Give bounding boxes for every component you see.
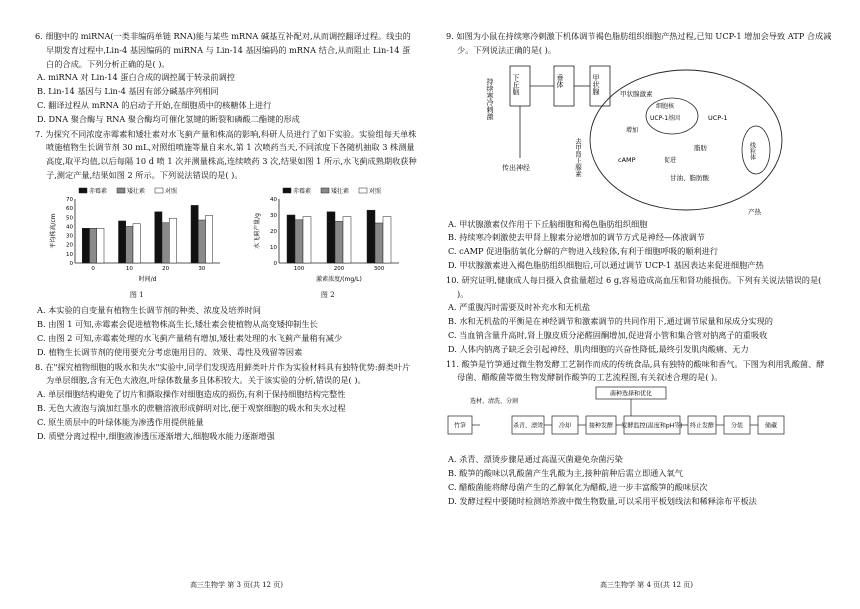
option-c: C. 醋酸菌能将酵母菌产生的乙醇氧化为醋酸,进一步丰富酸笋的酸味层次 xyxy=(448,481,708,492)
y-axis-label: 水飞蓟产量/g xyxy=(253,212,261,249)
y-tick-label: 20 xyxy=(269,228,277,235)
question-9 xyxy=(446,30,832,273)
question-stem: 6. 细胞中的 miRNA(一类非编码单链 RNA)能与某些 mRNA 碱基互补配对,从而调控翻译过程。线虫的早期发育过程中,Lin-4 基因编码的 miRNA 与 Lin-14 基因编码的 mRNA 结合,从而阻止 Lin-14 蛋白的合成。下列分析正确的是( )。 xyxy=(35,31,411,69)
option-c: C. 原生质层中的叶绿体能为渗透作用提供能量 xyxy=(37,416,204,427)
hypothalamus-label: 下丘脑 xyxy=(512,73,520,95)
x-axis-label: 激素浓度/(mg/L) xyxy=(315,275,362,283)
flow-note: 选材、清洗、分割 xyxy=(469,398,519,406)
cold-label: 持续寒冷刺激 xyxy=(486,77,494,120)
question-7 xyxy=(35,128,417,360)
heat-label: 产热 xyxy=(748,207,761,216)
bar xyxy=(375,223,383,263)
option-d: D. 人体内钠离子缺乏会引起神经、肌肉细胞的兴奋性降低,最终引发肌肉酸痛、无力 xyxy=(448,343,749,354)
y-tick-label: 60 xyxy=(66,205,74,212)
right-column xyxy=(446,30,832,509)
bar xyxy=(90,228,97,263)
bar xyxy=(83,228,90,263)
bar xyxy=(287,215,295,263)
ne-label: 去甲肾上腺素 xyxy=(574,137,582,177)
thyroid-label: 甲状腺 xyxy=(592,73,600,95)
legend-label: 赤霉素 xyxy=(292,187,311,195)
question-10 xyxy=(446,274,832,357)
camp-label: cAMP xyxy=(618,155,636,164)
bar xyxy=(383,216,391,262)
left-column xyxy=(35,30,417,444)
option-c: C. cAMP 促进脂肪氧化分解的产物进入线粒体,有利于细胞呼吸的顺利进行 xyxy=(448,246,719,257)
th-label: 甲状腺激素 xyxy=(620,89,653,98)
flow-step-label: 竹笋 xyxy=(453,422,467,430)
bar xyxy=(126,226,133,263)
question-stem: 11. 酸笋是竹笋通过微生物发酵工艺制作而成的传统食品,具有独特的酸味和香气。下图为利用乳酸菌、酵母菌、醋酸菌等微生物发酵制作酸笋的工艺流程图,有关叙述合理的是( )。 xyxy=(446,358,825,383)
y-tick-label: 40 xyxy=(66,224,74,231)
option-a: A. 严重腹泻时需要及时补充水和无机盐 xyxy=(448,302,591,313)
chart-figure-2 xyxy=(253,185,403,303)
y-tick-label: 10 xyxy=(269,244,277,251)
bar xyxy=(367,210,375,263)
flow-step-label: 分装 xyxy=(730,422,744,430)
option-a: A. 本实验的自变量有植物生长调节剂的种类、浓度及培养时间 xyxy=(37,305,261,316)
question-stem: 9. 如图为小鼠在持续寒冷刺激下机体调节褐色脂肪组织细胞产热过程,已知 UCP-1 增加会导致 ATP 合成减少。下列说法正确的是( )。 xyxy=(446,31,832,55)
option-a: A. 杀青、漂烫步骤是通过高温灭菌避免杂菌污染 xyxy=(448,454,623,465)
legend-label: 矮壮素 xyxy=(127,187,146,195)
increase-label: 增加 xyxy=(626,126,639,134)
mitochondrion xyxy=(742,126,770,174)
bar xyxy=(155,212,162,263)
y-axis-label: 平均株高/cm xyxy=(50,213,58,249)
legend-swatch xyxy=(155,188,163,193)
legend-swatch xyxy=(79,188,87,193)
lipid-label: 脂肪 xyxy=(694,143,707,152)
option-d: D. 植物生长调节剂的使用要充分考虑施用目的、效果、毒性及残留等因素 xyxy=(37,346,303,357)
x-tick-label: 200 xyxy=(333,265,344,272)
question-stem: 10. 研究证明,健康成人每日摄入食盐量超过 6 g,容易造成高血压和肾功能损伤。下列有关说法错误的是( )。 xyxy=(446,274,822,299)
x-axis-label: 时间/d xyxy=(138,275,157,283)
flow-step-label: 接种发酵 xyxy=(588,422,614,430)
glycerol-label: 甘油、脂肪酸 xyxy=(670,173,709,182)
bar xyxy=(343,216,351,262)
bar xyxy=(162,223,169,263)
gene-label: UCP-1基因 xyxy=(650,114,681,122)
mito-label: 线粒体 xyxy=(748,141,756,160)
bar-chart-1 xyxy=(49,185,224,283)
option-b: B. Lin-14 基因与 Lin-4 基因有部分碱基序列相同 xyxy=(37,86,219,97)
y-tick-label: 0 xyxy=(273,260,277,267)
legend-swatch xyxy=(117,188,125,193)
thermoregulation-diagram xyxy=(446,58,832,218)
ucp-label: UCP-1 xyxy=(708,113,728,122)
flow-top-label: 菌种选择和优化 xyxy=(609,390,653,398)
y-tick-label: 0 xyxy=(69,260,74,267)
option-b: B. 酸笋的酸味以乳酸菌产生乳酸为主,接种前种后需立即通入氧气 xyxy=(448,467,683,478)
option-d: D. DNA 聚合酶与 RNA 聚合酶均可催化氢键的断裂和磷酸二酯键的形成 xyxy=(37,113,300,124)
bar xyxy=(327,212,335,263)
flow-step-label: 储藏 xyxy=(764,422,778,430)
option-d: D. 甲状腺激素进入褐色脂肪组织细胞后,可以通过调节 UCP-1 基因表达来促进细胞产热 xyxy=(448,259,764,270)
legend-label: 赤霉素 xyxy=(89,187,108,195)
legend-label: 矮壮素 xyxy=(330,187,349,195)
x-tick-label: 30 xyxy=(198,265,206,272)
chart-caption: 图 2 xyxy=(320,290,335,299)
option-a: A. 单层细胞结构避免了切片和撕取操作对细胞造成的损伤,有利于保持细胞结构完整性 xyxy=(37,389,346,400)
option-c: C. 翻译过程从 mRNA 的启动子开始,在细胞质中的核糖体上进行 xyxy=(37,99,272,110)
y-tick-label: 20 xyxy=(66,242,74,249)
option-c: C. 当血钠含量升高时,肾上腺皮质分泌醛固酮增加,促进肾小管和集合管对钠离子的重吸收 xyxy=(448,329,768,340)
y-tick-label: 70 xyxy=(66,196,74,203)
option-b: B. 无色大液泡与滴加红墨水的蔗糖溶液形成鲜明对比,便于观察细胞的吸水和失水过程 xyxy=(37,402,346,413)
legend-swatch xyxy=(321,188,329,193)
option-a: A. 甲状腺激素仅作用于下丘脑细胞和褐色脂肪组织细胞 xyxy=(448,218,648,229)
figure-row xyxy=(35,185,417,303)
y-tick-label: 50 xyxy=(66,215,74,222)
bar-chart-2 xyxy=(253,185,403,283)
nucleus-label: 细胞核 xyxy=(656,102,675,110)
question-stem: 7. 为探究不同浓度赤霉素和矮壮素对水飞蓟产量和株高的影响,科研人员进行了如下实验。实验组每天单株喷施植物生长调节剂 30 mL,对照组喷施等量自来水,第 1 次喷药当天,不同浓度下各随机抽取 3 株测量高度,取平均值,以后每隔 10 d 喷 1 次并测量株高,连续喷药 3 次,结果如图 1 所示,水飞蓟成熟期收获种子,测定产量,结果如图 2 所示。下列说法错误的是( )。 xyxy=(35,128,417,180)
x-tick-label: 300 xyxy=(373,265,384,272)
option-d: D. 发酵过程中要随时检测培养液中微生物数量,可以采用平板划线法和稀释涂布平板法 xyxy=(448,495,757,506)
chart-figure-1 xyxy=(49,185,224,303)
bar xyxy=(191,205,198,263)
bar xyxy=(170,218,177,263)
page-footer-right: 高三生物学 第 4 页(共 12 页) xyxy=(600,581,693,589)
option-d: D. 质壁分离过程中,细胞液渗透压逐渐增大,细胞吸水能力逐渐增强 xyxy=(37,430,275,441)
flow-step-label: 杀青、漂烫 xyxy=(512,422,544,430)
bar xyxy=(97,228,104,263)
x-tick-label: 0 xyxy=(91,265,96,272)
page-footer-left: 高三生物学 第 3 页(共 12 页) xyxy=(190,581,283,589)
option-b: B. 持续寒冷刺激使去甲肾上腺素分泌增加的调节方式是神经—体液调节 xyxy=(448,232,705,243)
legend-swatch xyxy=(283,188,291,193)
bar xyxy=(295,220,303,263)
x-tick-label: 100 xyxy=(293,265,304,272)
y-tick-label: 10 xyxy=(66,251,74,258)
bar xyxy=(133,223,140,262)
legend-label: 对照 xyxy=(165,187,178,195)
bar xyxy=(119,221,126,263)
option-a: A. miRNA 对 Lin-14 蛋白合成的调控属于转录前调控 xyxy=(37,72,235,83)
nerve-label: 传出神经 xyxy=(502,163,530,172)
question-6 xyxy=(35,30,417,127)
process-flowchart xyxy=(446,385,832,453)
bar xyxy=(303,216,311,262)
option-b: B. 水和无机盐的平衡是在神经调节和激素调节的共同作用下,通过调节尿量和尿成分实现的 xyxy=(448,316,773,327)
bar xyxy=(199,220,206,263)
question-11 xyxy=(446,358,832,509)
chart-caption: 图 1 xyxy=(129,290,144,299)
flow-step-label: 终止发酵 xyxy=(689,422,715,430)
option-c: C. 由图 2 可知,赤霉素处理的水飞蓟产量稍有增加,矮壮素处理的水飞蓟产量稍有减少 xyxy=(37,332,343,343)
legend-label: 对照 xyxy=(368,187,381,195)
x-tick-label: 10 xyxy=(126,265,134,272)
y-tick-label: 30 xyxy=(269,212,277,219)
option-b: B. 由图 1 可知,赤霉素会促进植物株高生长,矮壮素会使植物从高变矮抑制生长 xyxy=(37,319,318,330)
question-8 xyxy=(35,361,417,444)
pituitary-label: 垂体 xyxy=(556,73,564,88)
flow-step-label: 发酵监控(温度和pH等) xyxy=(621,422,683,430)
bar xyxy=(335,221,343,263)
question-stem: 8. 在"探究植物细胞的吸水和失水"实验中,同学们发现选用藓类叶片作为实验材料具有独特优势:藓类叶片为单层细胞,含有无色大液泡,叶绿体数量多且体积较大。关于该实验的分析,错误的是( )。 xyxy=(35,361,411,386)
flowchart-svg xyxy=(446,385,826,453)
brown-fat-cell xyxy=(590,70,782,210)
y-tick-label: 30 xyxy=(66,233,74,240)
x-tick-label: 20 xyxy=(162,265,170,272)
legend-swatch xyxy=(359,188,367,193)
promote-label: 促进 xyxy=(664,156,677,164)
flow-step-label: 冷却 xyxy=(558,422,572,430)
y-tick-label: 40 xyxy=(269,196,277,203)
diagram-svg xyxy=(486,58,786,218)
bar xyxy=(206,215,213,263)
